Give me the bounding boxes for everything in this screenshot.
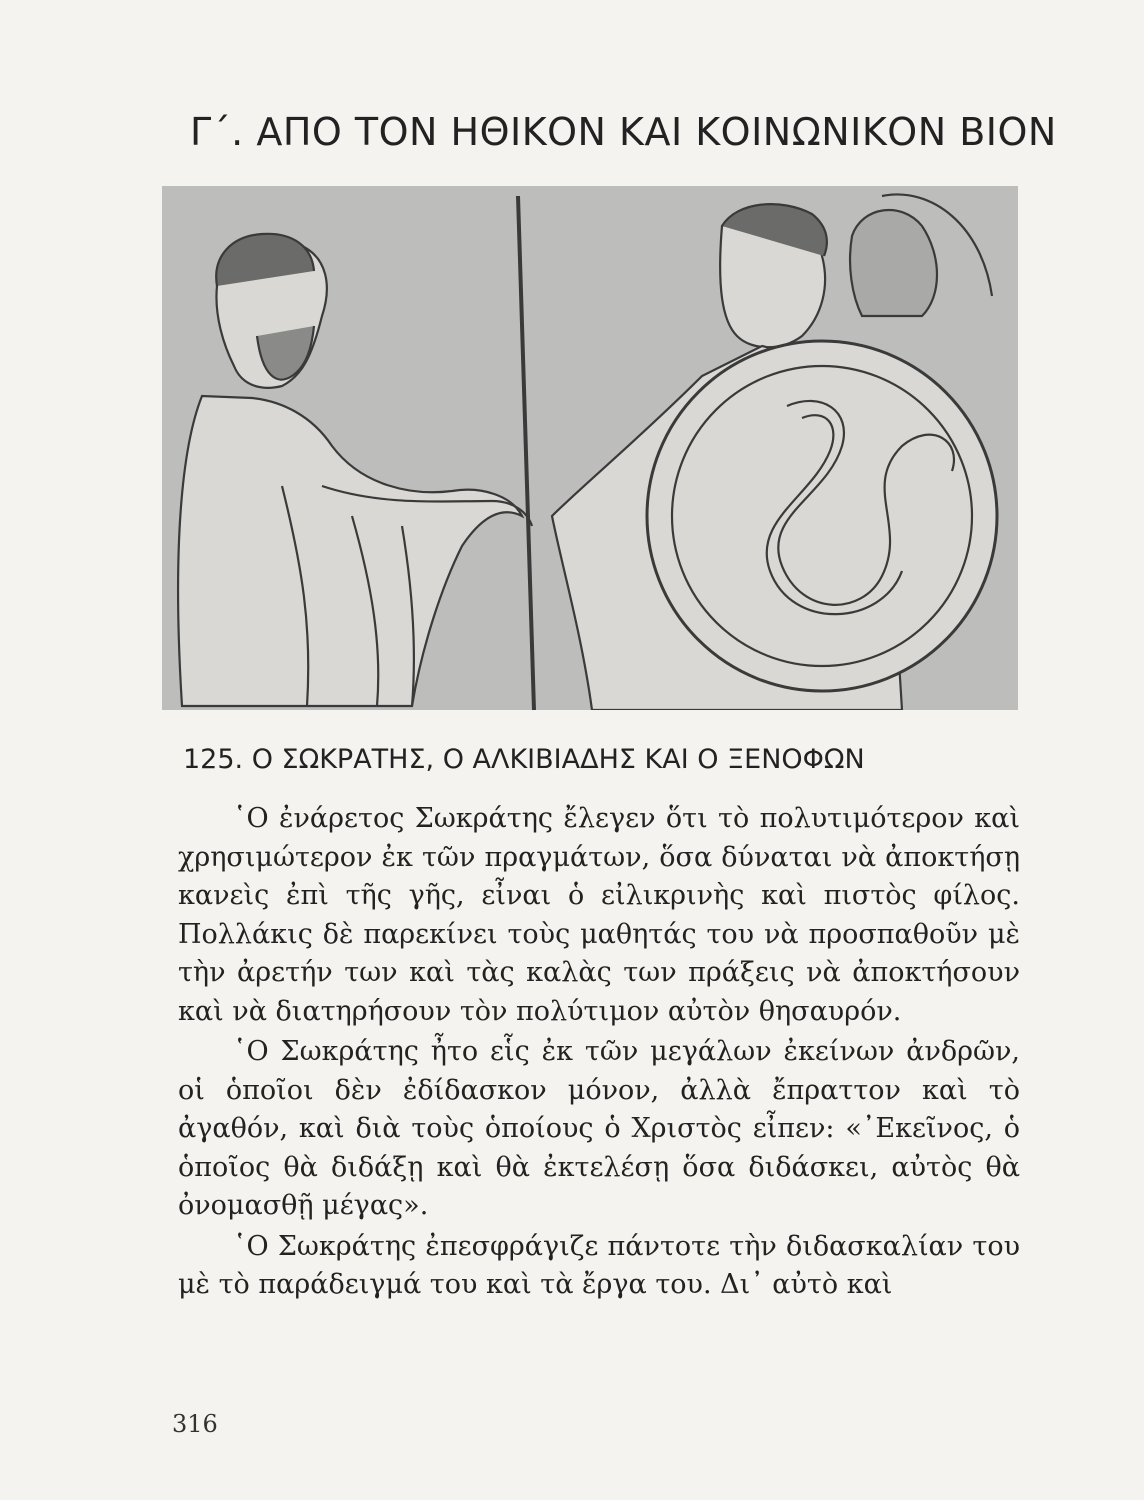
illustration-drawing — [162, 186, 1018, 710]
socrates-alcibiades-xenophon-illustration — [162, 186, 1018, 710]
paragraph: ῾Ο ἐνάρετος Σωκράτης ἔλεγεν ὅτι τὸ πολυτιμότερον καὶ χρησιμώτερον ἐκ τῶν πραγμάτων, ὅσα δύναται νὰ ἀποκτήσῃ κανεὶς ἐπὶ τῆς γῆς, εἶναι ὁ εἰλικρινὴς καὶ πιστὸς φίλος. Πολλάκις δὲ παρεκίνει τοὺς μαθητάς του νὰ προσπαθοῦν μὲ τὴν ἀρετήν των καὶ τὰς καλὰς των πράξεις νὰ ἀποκτήσουν καὶ νὰ διατηρήσουν τὸν πολύτιμον αὐτὸν θησαυρόν. — [178, 803, 1020, 1027]
socrates-robe — [178, 396, 522, 706]
body-text — [178, 800, 1020, 1307]
paragraph: ῾Ο Σωκράτης ἦτο εἷς ἐκ τῶν μεγάλων ἐκείνων ἀνδρῶν, οἱ ὁποῖοι δὲν ἐδίδασκον μόνον, ἀλλὰ ἔπραττον καὶ τὸ ἀγαθόν, καὶ διὰ τοὺς ὁποίους ὁ Χριστὸς εἶπεν: «᾿Εκεῖνος, ὁ ὁποῖος θὰ διδάξῃ καὶ θὰ ἐκτελέσῃ ὅσα διδάσκει, αὐτὸς θὰ ὀνομασθῇ μέγας». — [178, 1036, 1020, 1221]
spear — [518, 196, 534, 710]
chapter-title: Γ΄. ΑΠΟ ΤΟΝ ΗΘΙΚΟΝ ΚΑΙ ΚΟΙΝΩΝΙΚΟΝ ΒΙΟΝ — [190, 110, 1057, 154]
page-number: 316 — [172, 1410, 218, 1438]
xenophon-helmet — [850, 210, 937, 316]
paragraph: ῾Ο Σωκράτης ἐπεσφράγιζε πάντοτε τὴν διδασκαλίαν του μὲ τὸ παράδειγμά του καὶ τὰ ἔργα του. Δι᾿ αὐτὸ καὶ — [178, 1230, 1020, 1300]
shield — [647, 341, 997, 691]
section-title: 125. Ο ΣΩΚΡΑΤΗΣ, Ο ΑΛΚΙΒΙΑΔΗΣ ΚΑΙ Ο ΞΕΝΟΦΩΝ — [183, 744, 865, 775]
